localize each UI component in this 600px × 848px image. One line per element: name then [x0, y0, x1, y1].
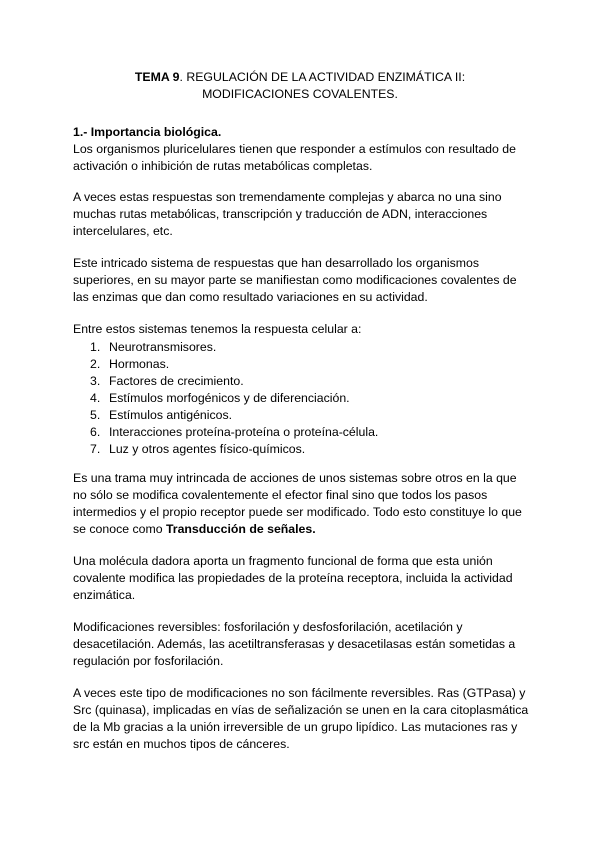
document-title [0, 69, 600, 103]
title-line-2: MODIFICACIONES COVALENTES. [202, 87, 398, 101]
list-item-number: 2. [90, 357, 101, 371]
list-item-text: Estímulos morfogénicos y de diferenciación. [109, 391, 350, 405]
list-item-text: Luz y otros agentes físico-químicos. [109, 442, 306, 456]
list-item-text: Hormonas. [109, 357, 170, 371]
title-line-1 [0, 69, 600, 86]
list-item-number: 5. [90, 408, 101, 422]
list-item-number: 3. [90, 374, 101, 388]
response-list [73, 339, 531, 458]
paragraph-7: Modificaciones reversibles: fosforilación y desfosforilación, acetilación y desacetilación. Además, las acetiltransferasas y desacetilasas están sometidas a regulación por fosforilación. [73, 620, 516, 668]
paragraph-3: Este intricado sistema de respuestas que han desarrollado los organismos superiores, en su mayor parte se manifiestan como modificaciones covalentes de las enzimas que dan como resultado variaciones en su actividad. [73, 256, 517, 304]
list-item [73, 339, 531, 356]
list-item [73, 390, 531, 407]
title-topic-number: TEMA 9 [134, 70, 180, 84]
paragraph-5-text: Es una trama muy intrincada de acciones de unos sistemas sobre otros en la que no sólo se modifica covalentemente el efector final sino que todos los pasos intermedios y el propio receptor puede ser modificado. Todo esto constituye lo que se conoce como [73, 471, 522, 536]
title-line-1-text: . REGULACIÓN DE LA ACTIVIDAD ENZIMÁTICA II: [179, 70, 466, 84]
list-item-text: Estímulos antigénicos. [109, 408, 233, 422]
paragraph-1: Los organismos pluricelulares tienen que responder a estímulos con resultado de activación o inhibición de rutas metabólicas completas. [73, 142, 516, 173]
list-item-number: 1. [90, 340, 101, 354]
signal-transduction-term: Transducción de señales. [165, 522, 316, 536]
list-item-number: 6. [90, 425, 101, 439]
list-item [73, 424, 531, 441]
list-item [73, 441, 531, 458]
list-item-text: Factores de crecimiento. [109, 374, 244, 388]
list-item-number: 4. [90, 391, 101, 405]
paragraph-5 [73, 470, 531, 538]
list-item [73, 356, 531, 373]
paragraph-8: A veces este tipo de modificaciones no son fácilmente reversibles. Ras (GTPasa) y Src (quinasa), implicadas en vías de señalización se unen en la cara citoplasmática de la Mb gracias a la unión irreversible de un grupo lipídico. Las mutaciones ras y src están en muchos tipos de cánceres. [73, 686, 529, 751]
section-block-intro [73, 124, 531, 175]
list-item-text: Neurotransmisores. [109, 340, 217, 354]
list-item [73, 373, 531, 390]
section-heading: 1.- Importancia biológica. [73, 125, 222, 139]
paragraph-4: Entre estos sistemas tenemos la respuesta celular a: [73, 322, 362, 336]
list-item [73, 407, 531, 424]
list-item-number: 7. [90, 442, 101, 456]
paragraph-6: Una molécula dadora aporta un fragmento funcional de forma que esta unión covalente modifica las propiedades de la proteína receptora, incluida la actividad enzimática. [73, 554, 513, 602]
list-item-text: Interacciones proteína-proteína o proteína-célula. [109, 425, 379, 439]
paragraph-2: A veces estas respuestas son tremendamente complejas y abarca no una sino muchas rutas metabólicas, transcripción y traducción de ADN, interacciones intercelulares, etc. [73, 190, 502, 238]
